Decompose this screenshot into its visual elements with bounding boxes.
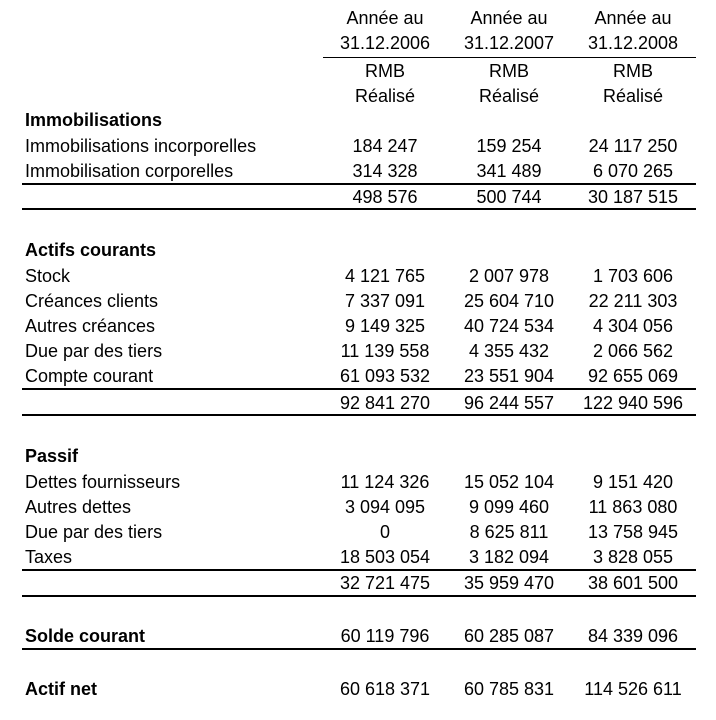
col3-header-currency: RMB: [613, 61, 653, 81]
subtotal-value: 96 244 557: [463, 393, 555, 413]
row-value: 40 724 534: [463, 316, 555, 336]
subtotal-value: 30 187 515: [587, 187, 679, 207]
row-value: 4 355 432: [468, 341, 550, 361]
actif-net-label: Actif net: [25, 679, 97, 699]
col2-header-year-label: Année au: [470, 8, 548, 28]
row-value: 9 099 460: [468, 497, 550, 517]
section-title-immobilisations: Immobilisations: [25, 110, 163, 130]
row-value: 341 489: [476, 161, 542, 181]
row-label: Dettes fournisseurs: [25, 472, 181, 492]
row-value: 25 604 710: [463, 291, 555, 311]
subtotal-value: 122 940 596: [582, 393, 684, 413]
header-divider: [323, 57, 696, 58]
row-label: Due par des tiers: [25, 341, 163, 361]
col3-header-status: Réalisé: [602, 86, 664, 106]
subtotal-value: 498 576: [352, 187, 418, 207]
row-value: 11 124 326: [340, 472, 430, 492]
col2-header-currency: RMB: [489, 61, 529, 81]
row-value: 11 863 080: [588, 497, 678, 517]
solde-courant-rule: [22, 648, 696, 650]
col1-header-date: 31.12.2006: [339, 33, 431, 53]
row-value: 3 828 055: [592, 547, 674, 567]
subtotal-value: 500 744: [476, 187, 542, 207]
row-value: 92 655 069: [587, 366, 679, 386]
row-value: 15 052 104: [463, 472, 555, 492]
row-label: Immobilisation corporelles: [25, 161, 234, 181]
row-label: Stock: [25, 266, 71, 286]
row-value: 23 551 904: [463, 366, 555, 386]
col1-header-year-label: Année au: [346, 8, 424, 28]
row-value: 11 139 558: [340, 341, 430, 361]
row-value: 3 094 095: [344, 497, 426, 517]
col3-header-date: 31.12.2008: [587, 33, 679, 53]
solde-courant-value: 60 119 796: [340, 626, 430, 646]
subtotal-value: 32 721 475: [339, 573, 431, 593]
row-value: 1 703 606: [592, 266, 674, 286]
row-value: 314 328: [352, 161, 418, 181]
row-value: 18 503 054: [339, 547, 431, 567]
row-label: Autres créances: [25, 316, 156, 336]
row-value: 184 247: [352, 136, 418, 156]
col3-header-year-label: Année au: [594, 8, 672, 28]
row-value: 9 149 325: [344, 316, 426, 336]
row-label: Créances clients: [25, 291, 159, 311]
subtotal-value: 92 841 270: [339, 393, 431, 413]
row-value: 24 117 250: [588, 136, 678, 156]
section-title-passif: Passif: [25, 446, 79, 466]
row-value: 9 151 420: [592, 472, 674, 492]
actif-net-value: 114 526 611: [584, 679, 682, 699]
row-label: Compte courant: [25, 366, 154, 386]
section-title-actifs-courants: Actifs courants: [25, 240, 157, 260]
solde-courant-value: 60 285 087: [463, 626, 555, 646]
subtotal-value: 38 601 500: [587, 573, 679, 593]
col2-header-date: 31.12.2007: [463, 33, 555, 53]
row-value: 13 758 945: [587, 522, 679, 542]
row-value: 4 304 056: [592, 316, 674, 336]
row-value: 4 121 765: [344, 266, 426, 286]
actif-net-value: 60 785 831: [463, 679, 555, 699]
subtotal-rule: [22, 388, 696, 390]
subtotal-rule: [22, 208, 696, 210]
subtotal-value: 35 959 470: [463, 573, 555, 593]
row-value: 2 066 562: [592, 341, 674, 361]
row-label: Immobilisations incorporelles: [25, 136, 257, 156]
subtotal-rule: [22, 414, 696, 416]
row-value: 6 070 265: [592, 161, 674, 181]
row-value: 2 007 978: [468, 266, 550, 286]
subtotal-rule: [22, 595, 696, 597]
solde-courant-value: 84 339 096: [587, 626, 679, 646]
subtotal-rule: [22, 569, 696, 571]
row-label: Taxes: [25, 547, 73, 567]
col1-header-currency: RMB: [365, 61, 405, 81]
actif-net-value: 60 618 371: [339, 679, 431, 699]
row-value: 8 625 811: [469, 522, 549, 542]
row-value: 0: [379, 522, 390, 542]
row-label: Due par des tiers: [25, 522, 163, 542]
row-label: Autres dettes: [25, 497, 132, 517]
col1-header-status: Réalisé: [354, 86, 416, 106]
row-value: 22 211 303: [588, 291, 678, 311]
row-value: 7 337 091: [344, 291, 426, 311]
row-value: 3 182 094: [468, 547, 550, 567]
row-value: 159 254: [476, 136, 542, 156]
solde-courant-label: Solde courant: [25, 626, 146, 646]
row-value: 61 093 532: [339, 366, 431, 386]
subtotal-rule: [22, 183, 696, 185]
col2-header-status: Réalisé: [478, 86, 540, 106]
